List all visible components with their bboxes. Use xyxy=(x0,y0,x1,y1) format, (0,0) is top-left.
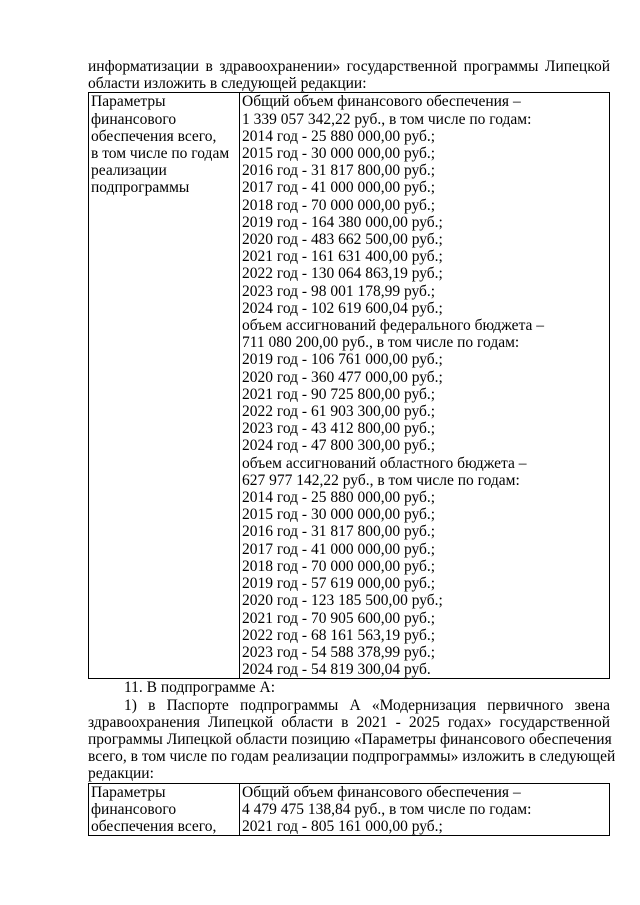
financing-table-2 xyxy=(88,783,610,837)
value-line: Общий объем финансового обеспечения – xyxy=(242,93,521,111)
label-line: Параметры xyxy=(91,783,166,801)
value-line: 2023 год - 43 412 800,00 руб.; xyxy=(242,420,436,438)
table-cell-value xyxy=(240,783,610,836)
intro-line-1: информатизации в здравоохранении» государственной программы Липецкой xyxy=(88,58,610,75)
label-line: обеспечения всего, xyxy=(91,127,217,145)
value-line: 1 339 057 342,22 руб., в том числе по годам: xyxy=(242,110,532,128)
label-line: финансового xyxy=(91,110,177,128)
value-line: 2018 год - 70 000 000,00 руб.; xyxy=(242,557,436,575)
section-11-heading xyxy=(88,679,610,696)
value-line: 2021 год - 161 631 400,00 руб.; xyxy=(242,248,443,266)
label-line: реализации xyxy=(91,162,167,180)
para-line-5: редакции: xyxy=(88,765,154,783)
label-line: Параметры xyxy=(91,93,166,111)
value-line: 2023 год - 98 001 178,99 руб.; xyxy=(242,282,436,300)
value-line: 2020 год - 360 477 000,00 руб.; xyxy=(242,368,443,386)
value-line: 2024 год - 47 800 300,00 руб.; xyxy=(242,437,436,455)
value-line: 627 977 142,22 руб., в том числе по годам: xyxy=(242,471,520,489)
value-line: 2017 год - 41 000 000,00 руб.; xyxy=(242,179,436,197)
value-line: 2021 год - 70 905 600,00 руб.; xyxy=(242,609,436,627)
value-line: 4 479 475 138,84 руб., в том числе по годам: xyxy=(242,800,532,818)
value-line: 2019 год - 57 619 000,00 руб.; xyxy=(242,575,436,593)
label-line: подпрограммы xyxy=(91,179,190,197)
value-line: 2023 год - 54 588 378,99 руб.; xyxy=(242,643,436,661)
value-line: 2015 год - 30 000 000,00 руб.; xyxy=(242,145,436,163)
para-line-1: 1) в Паспорте подпрограммы А «Модернизация первичного звена xyxy=(124,696,610,714)
value-line: 2021 год - 805 161 000,00 руб.; xyxy=(242,817,443,835)
value-line: 2014 год - 25 880 000,00 руб.; xyxy=(242,489,436,507)
label-line: финансового xyxy=(91,800,177,818)
label-line: обеспечения всего, xyxy=(91,817,217,835)
value-line: 2022 год - 61 903 300,00 руб.; xyxy=(242,403,436,421)
value-line: 2014 год - 25 880 000,00 руб.; xyxy=(242,127,436,145)
value-line: 2021 год - 90 725 800,00 руб.; xyxy=(242,385,436,403)
value-line: 2019 год - 164 380 000,00 руб.; xyxy=(242,213,443,231)
para-line-3: программы Липецкой области позицию «Параметры финансового обеспечения xyxy=(88,730,612,748)
value-line: 2019 год - 106 761 000,00 руб.; xyxy=(242,351,443,369)
value-line: 2024 год - 102 619 600,04 руб.; xyxy=(242,299,443,317)
value-line: 2024 год - 54 819 300,04 руб. xyxy=(242,661,431,679)
value-line: 2016 год - 31 817 800,00 руб.; xyxy=(242,523,436,541)
value-line: объем ассигнований областного бюджета – xyxy=(242,454,527,472)
intro-line-2: области изложить в следующей редакции: xyxy=(88,75,367,93)
para-line-2: здравоохранения Липецкой области в 2021 - 2025 годах» государственной xyxy=(88,713,610,731)
value-line: 2022 год - 130 064 863,19 руб.; xyxy=(242,265,443,283)
value-line: 2020 год - 483 662 500,00 руб.; xyxy=(242,231,443,249)
label-line: в том числе по годам xyxy=(91,145,230,163)
value-line: 711 080 200,00 руб., в том числе по годам: xyxy=(242,334,520,352)
table-cell-label xyxy=(89,93,240,679)
table-row xyxy=(89,93,610,679)
section-11-text: 11. В подпрограмме А: xyxy=(124,679,276,697)
intro-paragraph xyxy=(88,58,610,92)
para-line-4: всего, в том числе по годам реализации подпрограммы» изложить в следующей xyxy=(88,748,616,766)
document-page xyxy=(88,58,616,836)
table-cell-label xyxy=(89,783,240,836)
value-line: 2018 год - 70 000 000,00 руб.; xyxy=(242,196,436,214)
value-line: 2020 год - 123 185 500,00 руб.; xyxy=(242,592,443,610)
value-line: объем ассигнований федерального бюджета – xyxy=(242,317,545,335)
table-row xyxy=(89,783,610,836)
amendment-paragraph xyxy=(88,696,616,783)
value-line: Общий объем финансового обеспечения – xyxy=(242,783,521,801)
value-line: 2015 год - 30 000 000,00 руб.; xyxy=(242,506,436,524)
value-line: 2017 год - 41 000 000,00 руб.; xyxy=(242,540,436,558)
table-cell-value xyxy=(240,93,610,679)
value-line: 2022 год - 68 161 563,19 руб.; xyxy=(242,626,436,644)
value-line: 2016 год - 31 817 800,00 руб.; xyxy=(242,162,436,180)
financing-table-1 xyxy=(88,92,610,679)
